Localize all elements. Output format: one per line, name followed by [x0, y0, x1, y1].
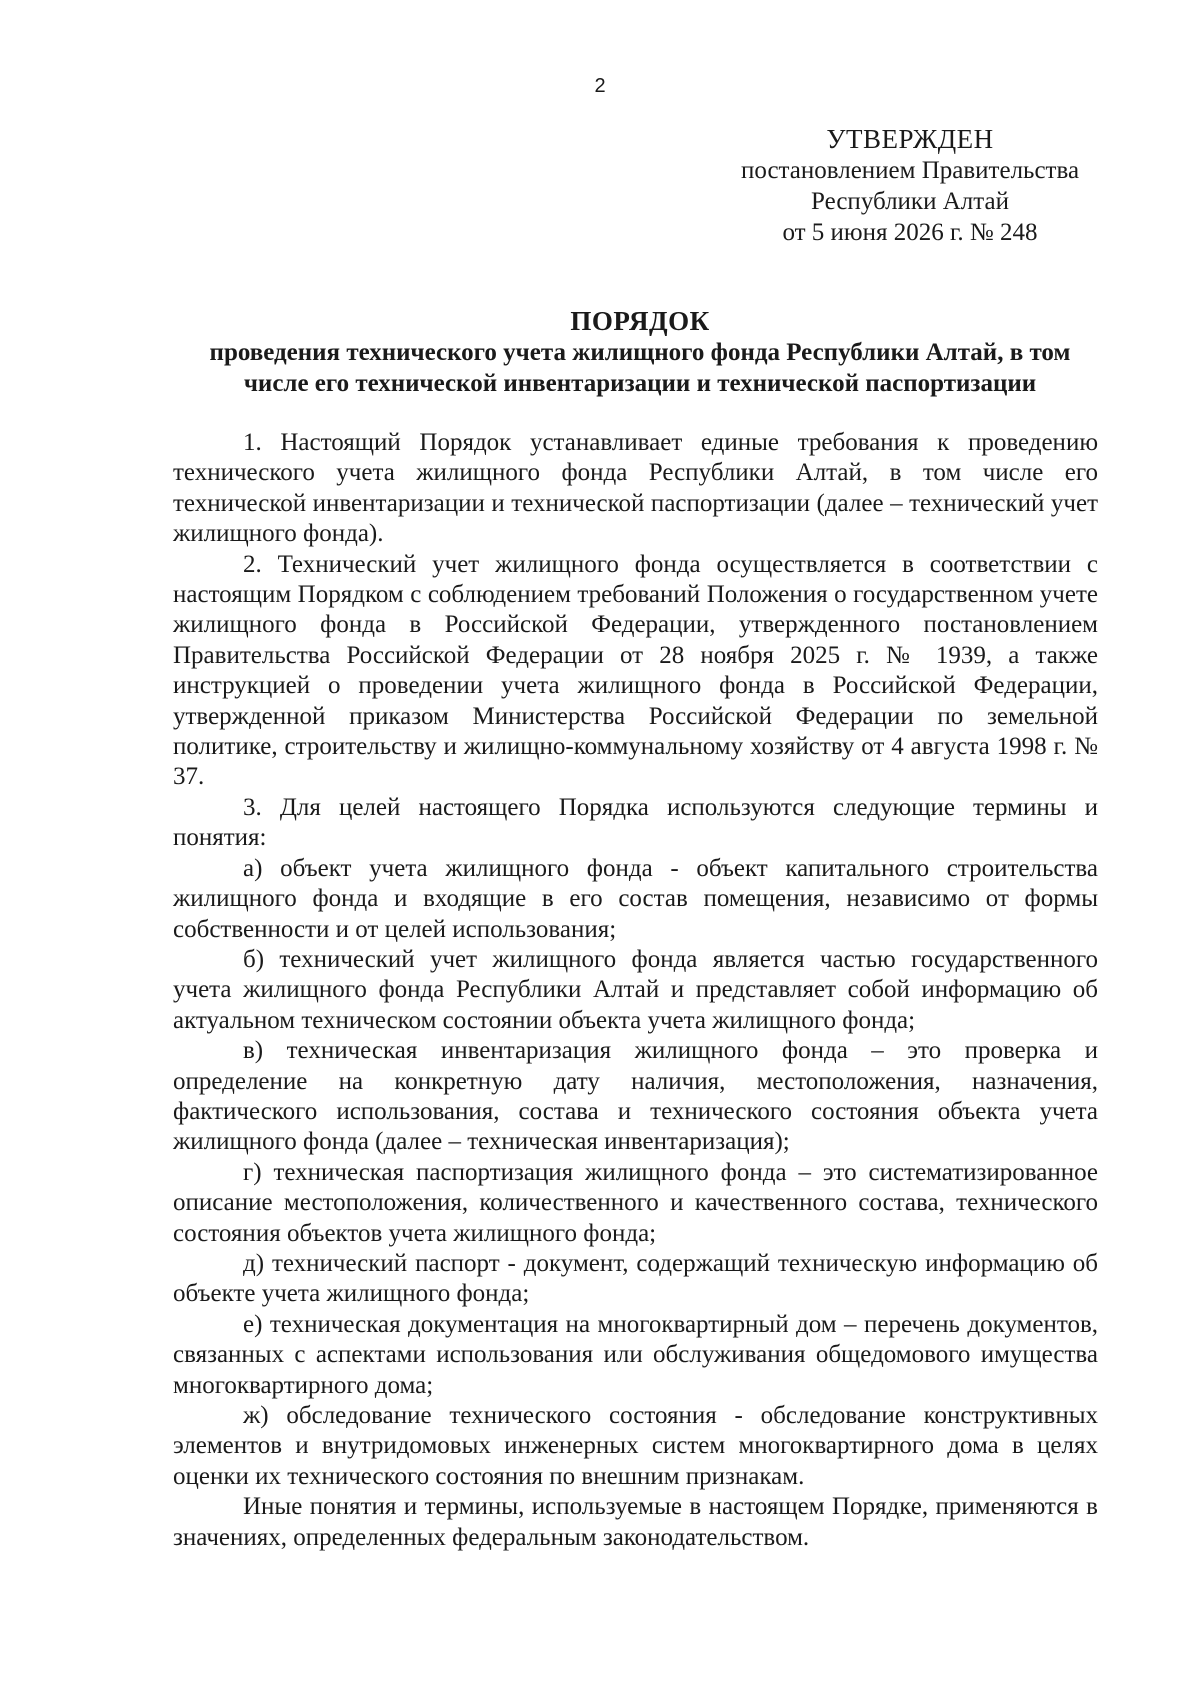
- approval-stamp: УТВЕРЖДЕН: [826, 124, 994, 154]
- document-subtitle-line-2: числе его технической инвентаризации и технической паспортизации: [243, 370, 1037, 397]
- document-title: ПОРЯДОК: [570, 306, 710, 336]
- approval-line-3: от 5 июня 2026 г. № 248: [782, 219, 1038, 246]
- definition-e: е) техническая документация на многоквартирный дом – перечень документов, связанных с аспектами использования или обслуживания общедомового имущества многоквартирного дома;: [173, 1310, 1098, 1399]
- closing-paragraph: Иные понятия и термины, используемые в настоящем Порядке, применяются в значениях, определенных федеральным законодательством.: [173, 1493, 1098, 1551]
- paragraph-3: 3. Для целей настоящего Порядка используются следующие термины и понятия:: [173, 793, 1098, 852]
- definition-v: в) техническая инвентаризация жилищного фонда – это проверка и определение на конкретную дату наличия, местоположения, назначения, фактического использования, состава и технического состояния объекта учета жилищного фонда (далее – техническая инвентаризация);: [173, 1037, 1098, 1156]
- definition-zh: ж) обследование технического состояния - обследование конструктивных элементов и внутридомовых инженерных систем многоквартирного дома в целях оценки их технического состояния по внешним признакам.: [173, 1402, 1098, 1490]
- definition-a: а) объект учета жилищного фонда - объект капитального строительства жилищного фонда и входящие в его состав помещения, независимо от формы собственности и от целей использования;: [173, 854, 1098, 943]
- definition-g: г) техническая паспортизация жилищного фонда – это систематизированное описание местоположения, количественного и качественного состава, технического состояния объектов учета жилищного фонда;: [173, 1158, 1098, 1247]
- definition-b: б) технический учет жилищного фонда является частью государственного учета жилищного фонда Республики Алтай и представляет собой информацию об актуальном техническом состоянии объекта учета жилищного фонда;: [173, 945, 1098, 1034]
- approval-line-2: Республики Алтай: [811, 188, 1009, 215]
- paragraph-2: 2. Технический учет жилищного фонда осуществляется в соответствии с настоящим Порядком с соблюдением требований Положения о государственном учете жилищного фонда в Российской Федерации, утвержденного постановлением Правительства Российской Федерации от 28 ноября 2025 г. № 1939, а также инструкцией о проведении учета жилищного фонда в Российской Федерации, утвержденной приказом Министерства Российской Федерации по земельной политике, строительству и жилищно-коммунальному хозяйству от 4 августа 1998 г. № 37.: [173, 550, 1098, 791]
- document-subtitle-line-1: проведения технического учета жилищного фонда Республики Алтай, в том: [209, 339, 1071, 366]
- approval-block: [730, 124, 1090, 248]
- paragraph-1: 1. Настоящий Порядок устанавливает единые требования к проведению технического учета жилищного фонда Республики Алтай, в том числе его технической инвентаризации и технической паспортизации (далее – технический учет жилищного фонда).: [173, 429, 1098, 548]
- page-number: 2: [594, 75, 606, 97]
- approval-line-1: постановлением Правительства: [740, 157, 1080, 184]
- definition-d: д) технический паспорт - документ, содержащий техническую информацию об объекте учета жилищного фонда;: [173, 1249, 1098, 1308]
- document-heading: [170, 306, 1110, 399]
- document-body: [173, 428, 1098, 1553]
